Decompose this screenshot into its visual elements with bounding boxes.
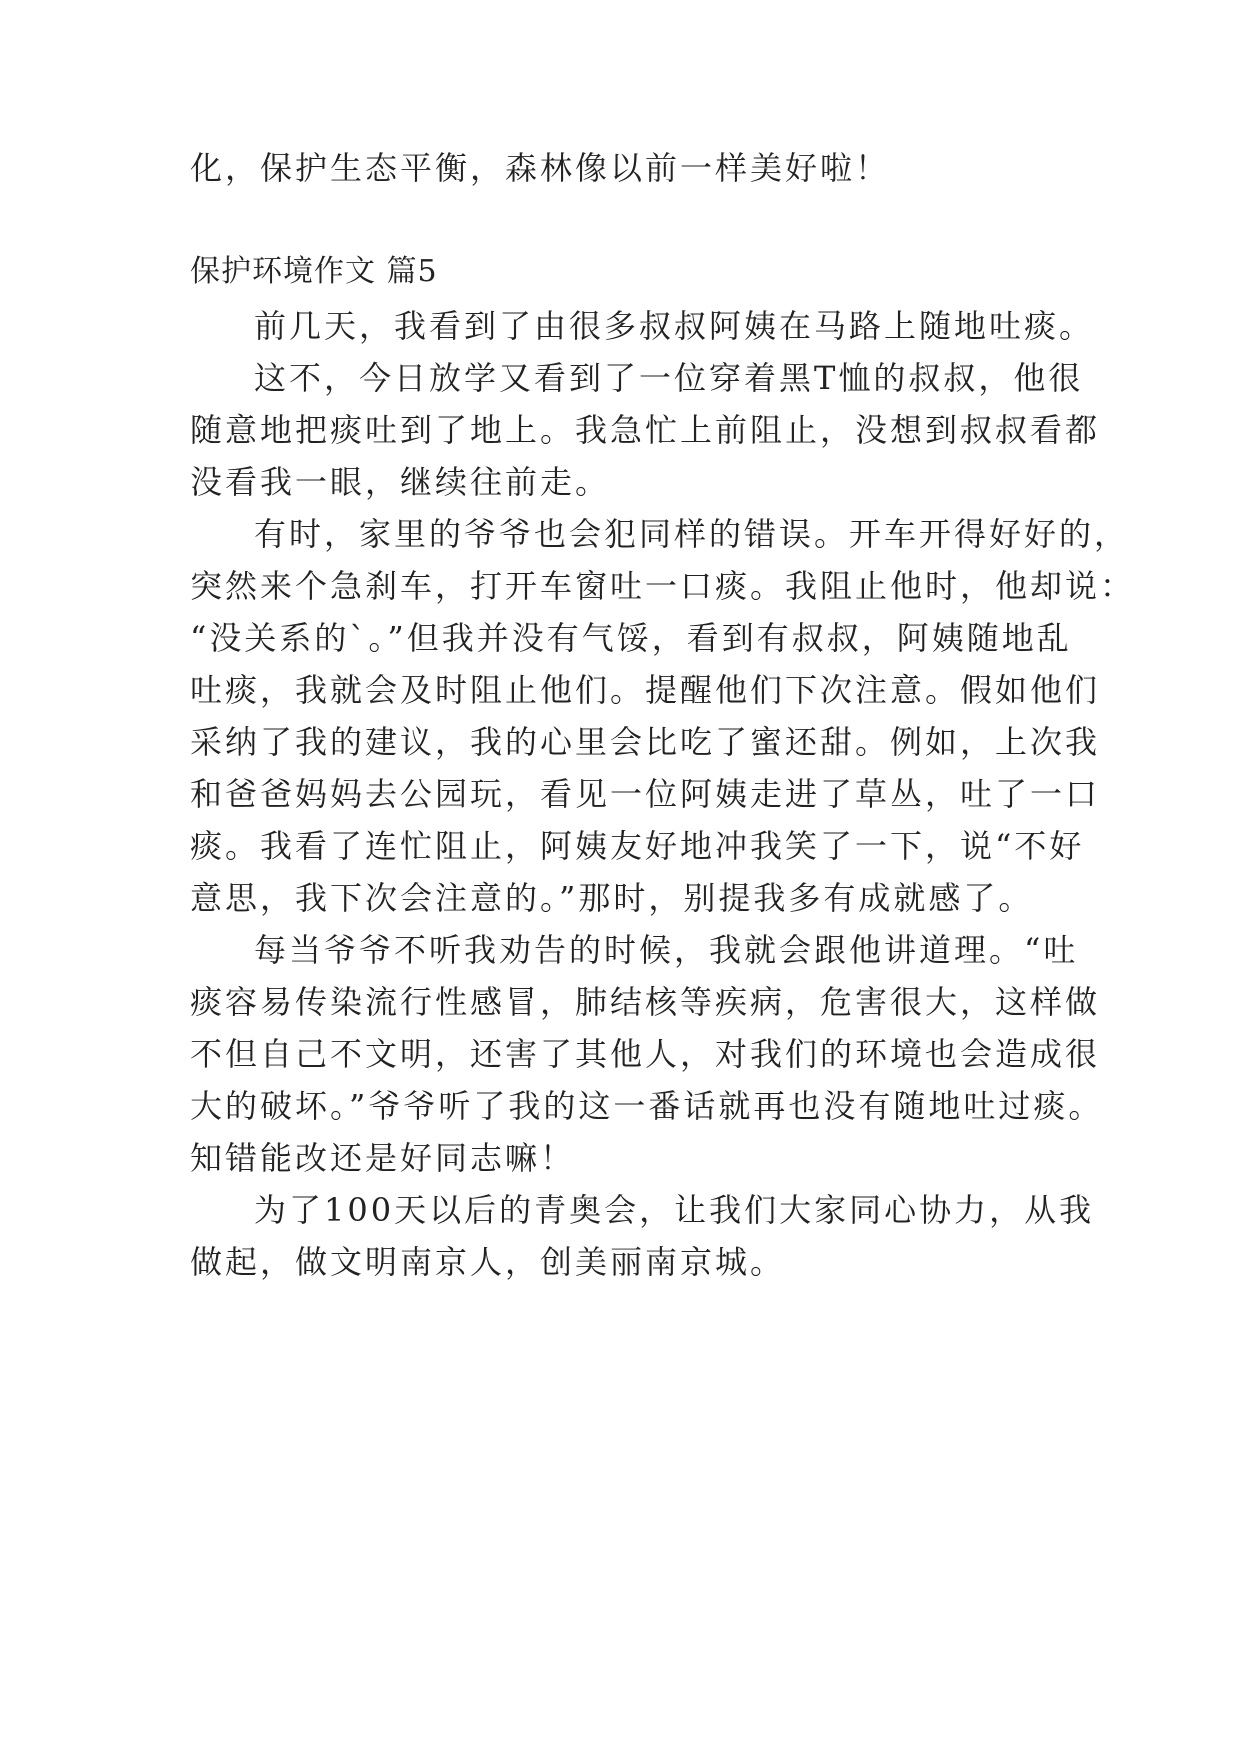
text-line: 大的破坏。”爷爷听了我的这一番话就再也没有随地吐过痰。 bbox=[190, 1087, 1104, 1125]
text-line: 痰容易传染流行性感冒，肺结核等疾病，危害很大，这样做 bbox=[190, 983, 1101, 1021]
text-line: “没关系的`。”但我并没有气馁，看到有叔叔，阿姨随地乱 bbox=[190, 619, 1072, 657]
text-line: 意思，我下次会注意的。”那时，别提我多有成就感了。 bbox=[190, 879, 1034, 917]
text-line: 采纳了我的建议，我的心里会比吃了蜜还甜。例如，上次我 bbox=[190, 723, 1101, 761]
text-line: 知错能改还是好同志嘛！ bbox=[190, 1139, 576, 1177]
text-line: 化，保护生态平衡，森林像以前一样美好啦！ bbox=[190, 149, 891, 187]
text-line: 和爸爸妈妈去公园玩，看见一位阿姨走进了草丛，吐了一口 bbox=[190, 775, 1101, 813]
text-line: 突然来个急刹车，打开车窗吐一口痰。我阻止他时，他却说： bbox=[190, 567, 1136, 605]
section-heading: 保护环境作文 篇5 bbox=[190, 254, 438, 289]
text-line: 为了100天以后的青奥会，让我们大家同心协力，从我 bbox=[254, 1191, 1095, 1229]
text-line: 做起，做文明南京人，创美丽南京城。 bbox=[190, 1243, 786, 1281]
text-line: 这不，今日放学又看到了一位穿着黑T恤的叔叔，他很 bbox=[254, 359, 1084, 397]
text-line: 随意地把痰吐到了地上。我急忙上前阻止，没想到叔叔看都 bbox=[190, 411, 1101, 449]
text-line: 前几天，我看到了由很多叔叔阿姨在马路上随地吐痰。 bbox=[254, 307, 1095, 345]
text-line: 不但自己不文明，还害了其他人，对我们的环境也会造成很 bbox=[190, 1035, 1101, 1073]
text-line: 有时，家里的爷爷也会犯同样的错误。开车开得好好的， bbox=[254, 515, 1130, 553]
text-line: 吐痰，我就会及时阻止他们。提醒他们下次注意。假如他们 bbox=[190, 671, 1101, 709]
text-line: 没看我一眼，继续往前走。 bbox=[190, 463, 611, 501]
text-line: 每当爷爷不听我劝告的时候，我就会跟他讲道理。“吐 bbox=[254, 931, 1079, 969]
text-line: 痰。我看了连忙阻止，阿姨友好地冲我笑了一下，说“不好 bbox=[190, 827, 1085, 865]
